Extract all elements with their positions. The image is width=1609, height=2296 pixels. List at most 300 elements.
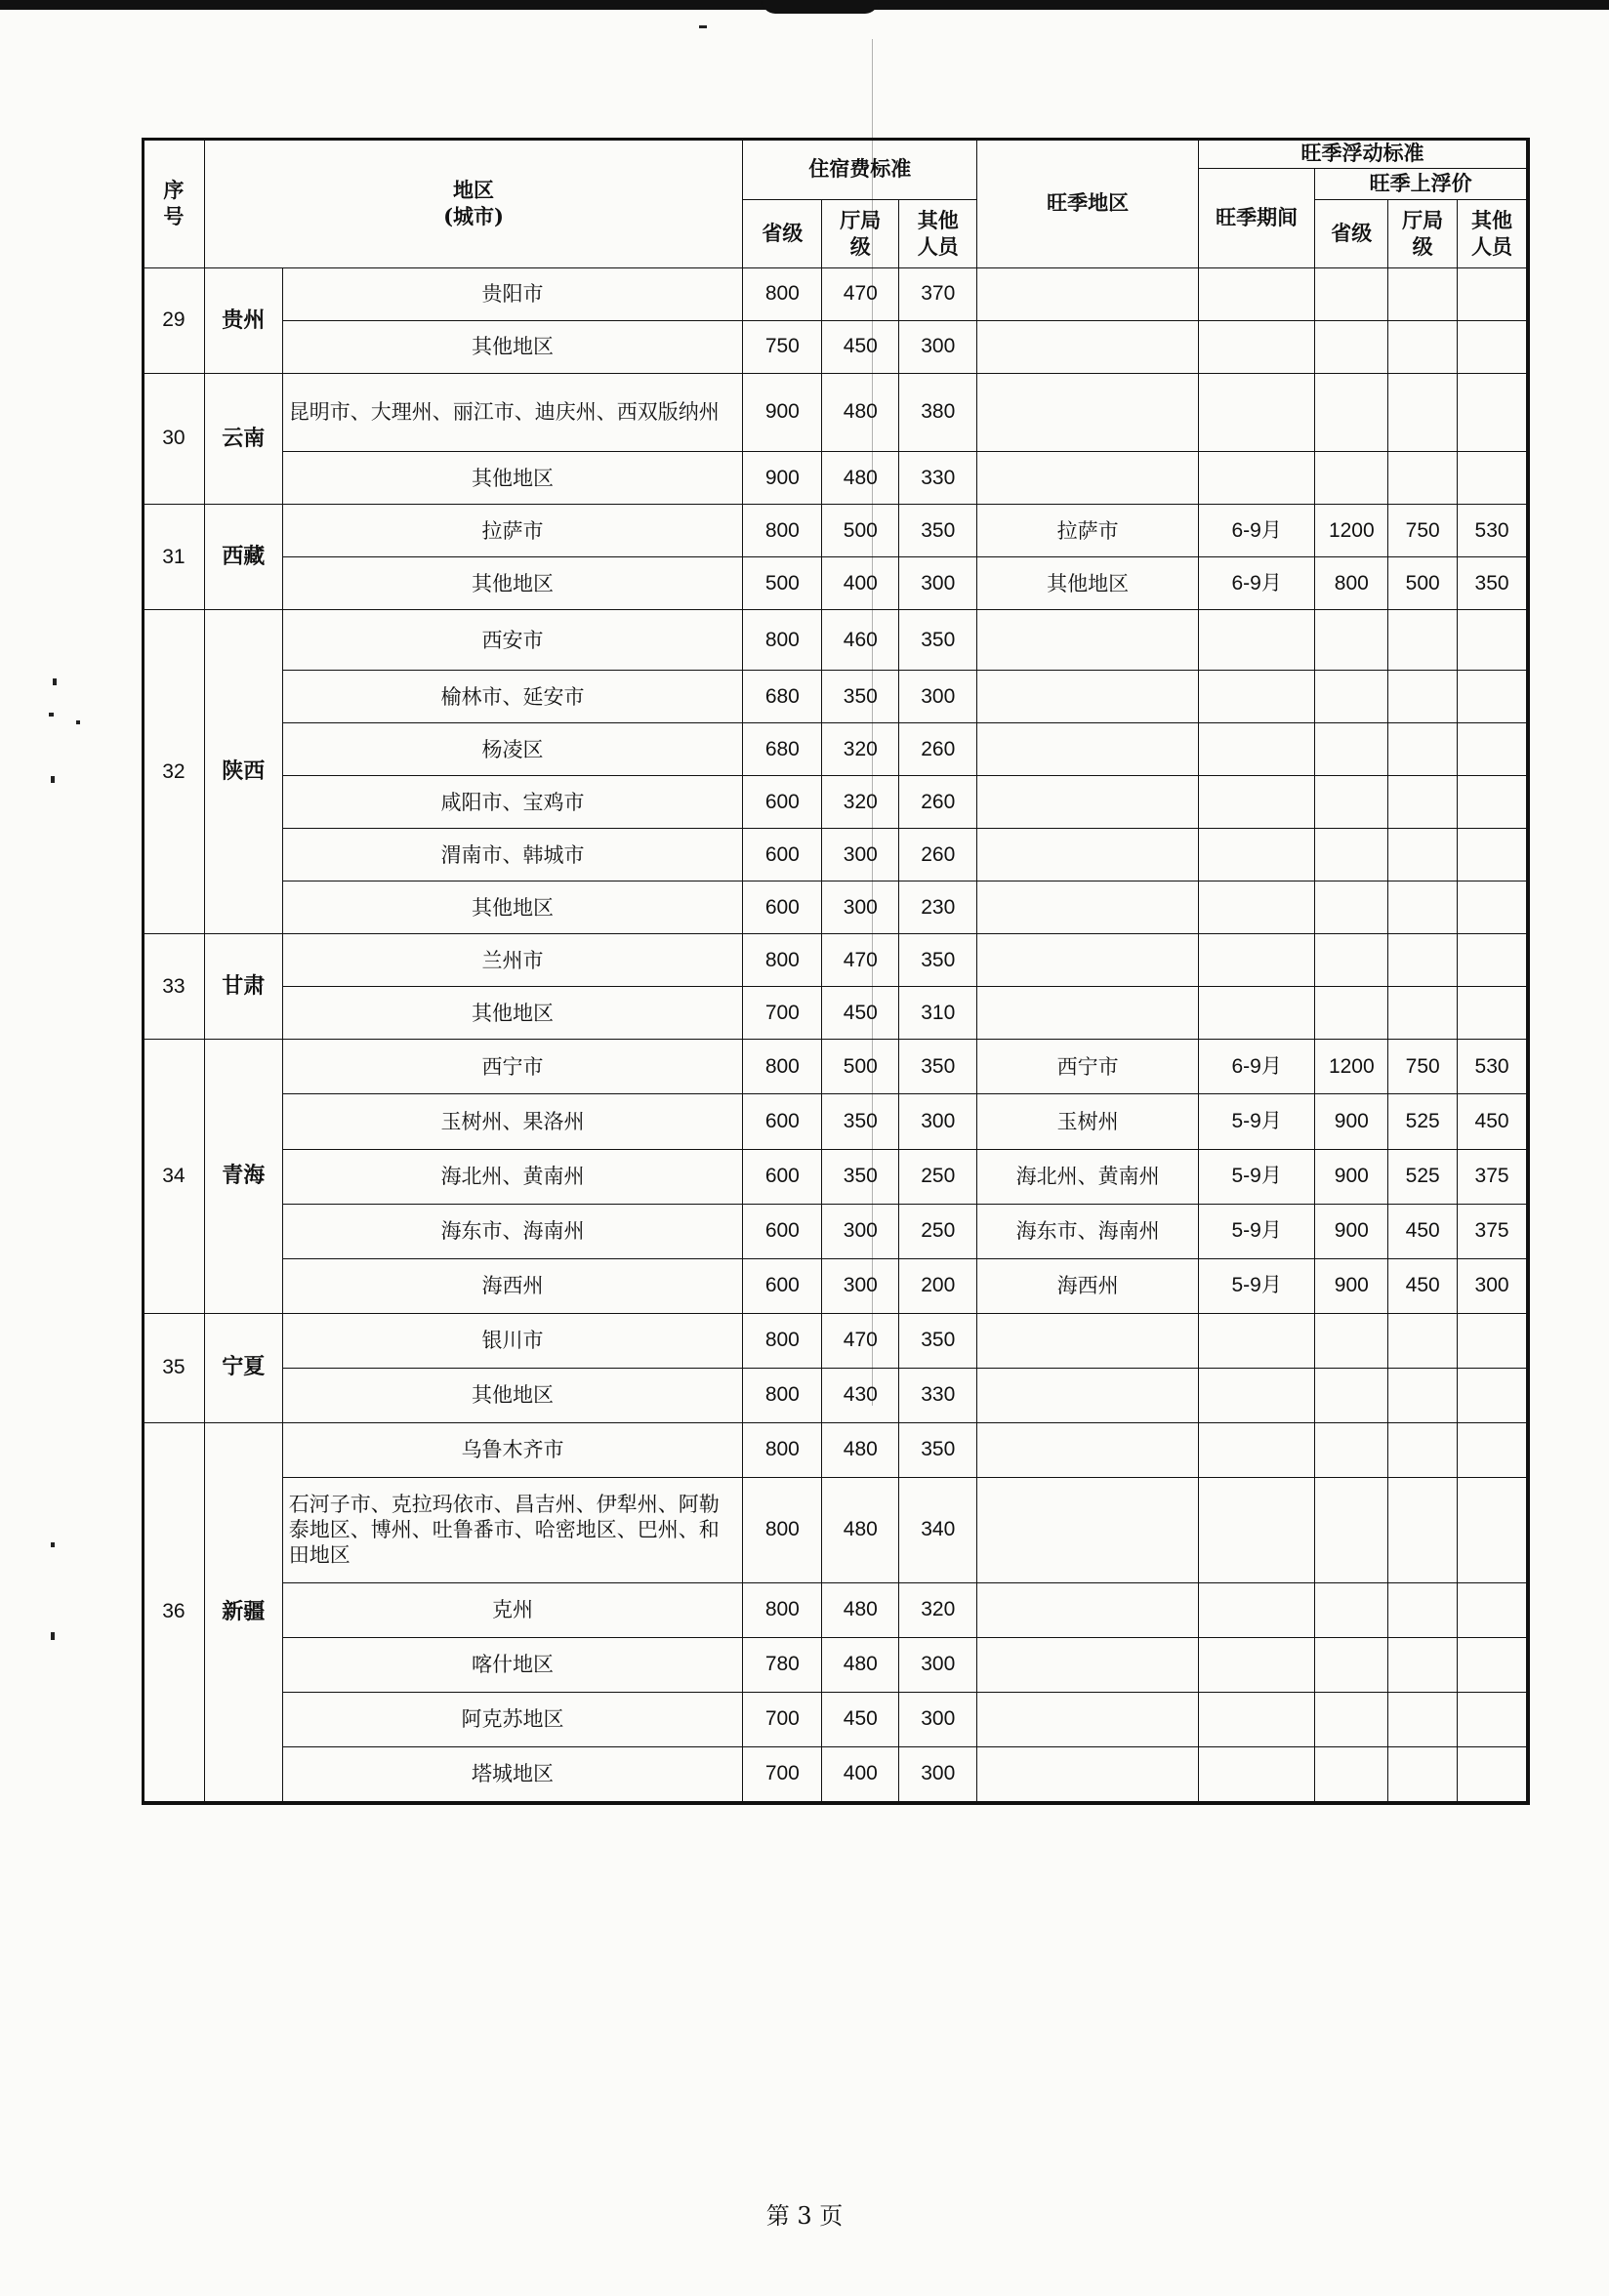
table-row bbox=[144, 321, 1527, 374]
peak-rate-bureau bbox=[1388, 1422, 1458, 1477]
peak-rate-provincial bbox=[1315, 934, 1388, 987]
peak-rate-provincial bbox=[1315, 1637, 1388, 1692]
peak-period: 5-9月 bbox=[1198, 1149, 1314, 1204]
scan-speck bbox=[699, 25, 707, 28]
peak-rate-others: 375 bbox=[1458, 1149, 1527, 1204]
table-row bbox=[144, 934, 1527, 987]
peak-rate-others bbox=[1458, 610, 1527, 671]
rate-bureau: 480 bbox=[822, 1477, 899, 1582]
peak-rate-bureau bbox=[1388, 934, 1458, 987]
peak-rate-bureau bbox=[1388, 1692, 1458, 1746]
area-name: 杨凌区 bbox=[282, 723, 743, 776]
peak-period: 6-9月 bbox=[1198, 557, 1314, 610]
peak-region bbox=[977, 829, 1199, 882]
peak-rate-others bbox=[1458, 374, 1527, 452]
seq-number: 34 bbox=[144, 1040, 205, 1313]
rate-bureau: 480 bbox=[822, 1582, 899, 1637]
peak-region bbox=[977, 1582, 1199, 1637]
rate-bureau: 350 bbox=[822, 671, 899, 723]
rate-bureau: 500 bbox=[822, 505, 899, 557]
area-name: 海东市、海南州 bbox=[282, 1204, 743, 1258]
lodging-standard-table bbox=[143, 139, 1527, 1802]
rate-bureau: 300 bbox=[822, 1258, 899, 1313]
peak-rate-others bbox=[1458, 1422, 1527, 1477]
rate-others: 300 bbox=[899, 1094, 977, 1149]
peak-rate-bureau bbox=[1388, 1746, 1458, 1801]
peak-rate-others bbox=[1458, 934, 1527, 987]
peak-region: 其他地区 bbox=[977, 557, 1199, 610]
rate-provincial: 600 bbox=[743, 1204, 822, 1258]
rate-others: 370 bbox=[899, 268, 977, 321]
peak-rate-others bbox=[1458, 1582, 1527, 1637]
peak-period bbox=[1198, 374, 1314, 452]
peak-period bbox=[1198, 1477, 1314, 1582]
peak-rate-others bbox=[1458, 1368, 1527, 1422]
rate-provincial: 800 bbox=[743, 1040, 822, 1094]
rate-others: 350 bbox=[899, 1040, 977, 1094]
rate-bureau: 470 bbox=[822, 268, 899, 321]
area-name: 石河子市、克拉玛依市、昌吉州、伊犁州、阿勒泰地区、博州、吐鲁番市、哈密地区、巴州、和田地区 bbox=[282, 1477, 743, 1582]
rate-others: 350 bbox=[899, 610, 977, 671]
peak-rate-others bbox=[1458, 321, 1527, 374]
rate-bureau: 300 bbox=[822, 1204, 899, 1258]
area-name: 其他地区 bbox=[282, 882, 743, 934]
rate-provincial: 680 bbox=[743, 671, 822, 723]
rate-provincial: 600 bbox=[743, 829, 822, 882]
rate-bureau: 430 bbox=[822, 1368, 899, 1422]
rate-provincial: 600 bbox=[743, 1094, 822, 1149]
peak-rate-provincial: 800 bbox=[1315, 557, 1388, 610]
peak-region: 海北州、黄南州 bbox=[977, 1149, 1199, 1204]
area-name: 海北州、黄南州 bbox=[282, 1149, 743, 1204]
header-peak-bureau: 厅局 级 bbox=[1388, 200, 1458, 268]
table-row bbox=[144, 882, 1527, 934]
scan-speck bbox=[53, 678, 57, 685]
rate-others: 350 bbox=[899, 1313, 977, 1368]
rate-bureau: 450 bbox=[822, 1692, 899, 1746]
peak-rate-provincial: 900 bbox=[1315, 1258, 1388, 1313]
rate-bureau: 400 bbox=[822, 557, 899, 610]
table-row bbox=[144, 1040, 1527, 1094]
area-name: 昆明市、大理州、丽江市、迪庆州、西双版纳州 bbox=[282, 374, 743, 452]
peak-rate-others bbox=[1458, 723, 1527, 776]
peak-rate-bureau bbox=[1388, 610, 1458, 671]
peak-rate-provincial bbox=[1315, 1582, 1388, 1637]
header-provincial: 省级 bbox=[743, 200, 822, 268]
peak-rate-bureau bbox=[1388, 829, 1458, 882]
table-row bbox=[144, 1204, 1527, 1258]
rate-provincial: 780 bbox=[743, 1637, 822, 1692]
peak-period bbox=[1198, 1746, 1314, 1801]
peak-rate-bureau: 750 bbox=[1388, 1040, 1458, 1094]
rate-bureau: 320 bbox=[822, 776, 899, 829]
area-name: 玉树州、果洛州 bbox=[282, 1094, 743, 1149]
peak-rate-bureau: 750 bbox=[1388, 505, 1458, 557]
header-peak-float: 旺季浮动标准 bbox=[1198, 140, 1526, 169]
table-row bbox=[144, 987, 1527, 1040]
header-peak-period: 旺季期间 bbox=[1198, 169, 1314, 268]
rate-others: 300 bbox=[899, 1637, 977, 1692]
peak-rate-bureau bbox=[1388, 1313, 1458, 1368]
peak-rate-bureau bbox=[1388, 268, 1458, 321]
page-number: 第 3 页 bbox=[765, 2202, 844, 2230]
peak-rate-bureau bbox=[1388, 452, 1458, 505]
peak-region bbox=[977, 1422, 1199, 1477]
peak-region bbox=[977, 1637, 1199, 1692]
peak-region bbox=[977, 1313, 1199, 1368]
area-name: 咸阳市、宝鸡市 bbox=[282, 776, 743, 829]
peak-rate-bureau: 500 bbox=[1388, 557, 1458, 610]
header-peak-provincial: 省级 bbox=[1315, 200, 1388, 268]
peak-period bbox=[1198, 610, 1314, 671]
rate-bureau: 470 bbox=[822, 1313, 899, 1368]
rate-provincial: 800 bbox=[743, 1422, 822, 1477]
rate-others: 300 bbox=[899, 671, 977, 723]
rate-provincial: 600 bbox=[743, 1258, 822, 1313]
header-others: 其他 人员 bbox=[899, 200, 977, 268]
rate-bureau: 450 bbox=[822, 987, 899, 1040]
peak-rate-provincial bbox=[1315, 1313, 1388, 1368]
rate-provincial: 680 bbox=[743, 723, 822, 776]
peak-rate-provincial: 900 bbox=[1315, 1094, 1388, 1149]
rate-others: 380 bbox=[899, 374, 977, 452]
table-row bbox=[144, 1746, 1527, 1801]
rate-bureau: 400 bbox=[822, 1746, 899, 1801]
peak-region bbox=[977, 987, 1199, 1040]
table-row bbox=[144, 1477, 1527, 1582]
peak-rate-provincial: 900 bbox=[1315, 1204, 1388, 1258]
peak-rate-others bbox=[1458, 452, 1527, 505]
header-seq: 序 号 bbox=[144, 140, 205, 268]
peak-rate-others bbox=[1458, 671, 1527, 723]
header-region: 地区 (城市) bbox=[204, 140, 743, 268]
peak-period bbox=[1198, 934, 1314, 987]
table-row bbox=[144, 829, 1527, 882]
rate-bureau: 480 bbox=[822, 1637, 899, 1692]
table-row bbox=[144, 1637, 1527, 1692]
rate-others: 320 bbox=[899, 1582, 977, 1637]
peak-rate-others bbox=[1458, 1477, 1527, 1582]
area-name: 榆林市、延安市 bbox=[282, 671, 743, 723]
table-row bbox=[144, 1582, 1527, 1637]
peak-rate-bureau bbox=[1388, 1368, 1458, 1422]
peak-period bbox=[1198, 452, 1314, 505]
peak-rate-others bbox=[1458, 1313, 1527, 1368]
peak-rate-bureau bbox=[1388, 671, 1458, 723]
rate-provincial: 800 bbox=[743, 934, 822, 987]
seq-number: 32 bbox=[144, 610, 205, 934]
peak-rate-provincial bbox=[1315, 776, 1388, 829]
area-name: 其他地区 bbox=[282, 557, 743, 610]
header-peak-up: 旺季上浮价 bbox=[1315, 169, 1527, 200]
rate-provincial: 900 bbox=[743, 452, 822, 505]
rate-provincial: 500 bbox=[743, 557, 822, 610]
area-name: 渭南市、韩城市 bbox=[282, 829, 743, 882]
area-name: 其他地区 bbox=[282, 1368, 743, 1422]
rate-provincial: 800 bbox=[743, 505, 822, 557]
rate-bureau: 480 bbox=[822, 374, 899, 452]
scan-speck bbox=[51, 1632, 55, 1640]
rate-others: 340 bbox=[899, 1477, 977, 1582]
scan-top-curve bbox=[762, 0, 879, 14]
area-name: 贵阳市 bbox=[282, 268, 743, 321]
peak-rate-provincial bbox=[1315, 829, 1388, 882]
rate-bureau: 480 bbox=[822, 1422, 899, 1477]
peak-rate-others: 375 bbox=[1458, 1204, 1527, 1258]
peak-region: 西宁市 bbox=[977, 1040, 1199, 1094]
peak-rate-others: 300 bbox=[1458, 1258, 1527, 1313]
province-name: 宁夏 bbox=[204, 1313, 282, 1422]
rate-provincial: 600 bbox=[743, 882, 822, 934]
peak-period bbox=[1198, 1368, 1314, 1422]
table-row bbox=[144, 452, 1527, 505]
table-row bbox=[144, 776, 1527, 829]
rate-provincial: 800 bbox=[743, 1313, 822, 1368]
peak-rate-provincial: 1200 bbox=[1315, 1040, 1388, 1094]
seq-number: 29 bbox=[144, 268, 205, 374]
peak-region bbox=[977, 671, 1199, 723]
rate-others: 330 bbox=[899, 452, 977, 505]
peak-rate-bureau: 450 bbox=[1388, 1204, 1458, 1258]
peak-period: 6-9月 bbox=[1198, 505, 1314, 557]
peak-rate-provincial: 900 bbox=[1315, 1149, 1388, 1204]
peak-rate-provincial bbox=[1315, 452, 1388, 505]
peak-rate-bureau bbox=[1388, 987, 1458, 1040]
peak-region bbox=[977, 1368, 1199, 1422]
peak-period bbox=[1198, 829, 1314, 882]
peak-rate-provincial bbox=[1315, 374, 1388, 452]
area-name: 银川市 bbox=[282, 1313, 743, 1368]
rate-provincial: 700 bbox=[743, 1692, 822, 1746]
area-name: 塔城地区 bbox=[282, 1746, 743, 1801]
table-row bbox=[144, 723, 1527, 776]
rate-others: 350 bbox=[899, 505, 977, 557]
seq-number: 31 bbox=[144, 505, 205, 610]
peak-region bbox=[977, 268, 1199, 321]
province-name: 新疆 bbox=[204, 1422, 282, 1801]
rate-bureau: 500 bbox=[822, 1040, 899, 1094]
peak-rate-others bbox=[1458, 882, 1527, 934]
peak-rate-others bbox=[1458, 1746, 1527, 1801]
scan-speck bbox=[49, 713, 54, 717]
peak-rate-provincial bbox=[1315, 723, 1388, 776]
peak-rate-bureau bbox=[1388, 882, 1458, 934]
rate-bureau: 480 bbox=[822, 452, 899, 505]
header-bureau: 厅局 级 bbox=[822, 200, 899, 268]
rate-provincial: 700 bbox=[743, 1746, 822, 1801]
peak-rate-provincial bbox=[1315, 1692, 1388, 1746]
peak-rate-provincial bbox=[1315, 671, 1388, 723]
peak-region: 拉萨市 bbox=[977, 505, 1199, 557]
header-peak-region: 旺季地区 bbox=[977, 140, 1199, 268]
peak-rate-bureau: 525 bbox=[1388, 1149, 1458, 1204]
peak-period bbox=[1198, 987, 1314, 1040]
area-name: 喀什地区 bbox=[282, 1637, 743, 1692]
rate-provincial: 600 bbox=[743, 776, 822, 829]
area-name: 拉萨市 bbox=[282, 505, 743, 557]
area-name: 克州 bbox=[282, 1582, 743, 1637]
table-row bbox=[144, 610, 1527, 671]
peak-region bbox=[977, 452, 1199, 505]
seq-number: 33 bbox=[144, 934, 205, 1040]
peak-rate-provincial bbox=[1315, 268, 1388, 321]
province-name: 青海 bbox=[204, 1040, 282, 1313]
peak-rate-bureau bbox=[1388, 723, 1458, 776]
rate-bureau: 470 bbox=[822, 934, 899, 987]
peak-region bbox=[977, 321, 1199, 374]
seq-number: 30 bbox=[144, 374, 205, 505]
seq-number: 35 bbox=[144, 1313, 205, 1422]
rate-provincial: 800 bbox=[743, 610, 822, 671]
province-name: 西藏 bbox=[204, 505, 282, 610]
area-name: 其他地区 bbox=[282, 452, 743, 505]
area-name: 阿克苏地区 bbox=[282, 1692, 743, 1746]
peak-region bbox=[977, 776, 1199, 829]
scan-speck bbox=[51, 776, 55, 783]
table-row bbox=[144, 1258, 1527, 1313]
peak-region: 海西州 bbox=[977, 1258, 1199, 1313]
table-row bbox=[144, 1094, 1527, 1149]
peak-period: 5-9月 bbox=[1198, 1204, 1314, 1258]
peak-rate-provincial bbox=[1315, 1368, 1388, 1422]
table-row bbox=[144, 1692, 1527, 1746]
rate-provincial: 700 bbox=[743, 987, 822, 1040]
rate-provincial: 800 bbox=[743, 268, 822, 321]
peak-period bbox=[1198, 268, 1314, 321]
peak-period: 6-9月 bbox=[1198, 1040, 1314, 1094]
rate-bureau: 300 bbox=[822, 829, 899, 882]
peak-rate-bureau bbox=[1388, 776, 1458, 829]
rate-others: 330 bbox=[899, 1368, 977, 1422]
peak-period bbox=[1198, 671, 1314, 723]
rate-provincial: 800 bbox=[743, 1582, 822, 1637]
peak-rate-bureau bbox=[1388, 1582, 1458, 1637]
peak-period bbox=[1198, 1422, 1314, 1477]
table-row bbox=[144, 505, 1527, 557]
table-row bbox=[144, 268, 1527, 321]
scan-speck bbox=[76, 720, 80, 724]
rate-bureau: 450 bbox=[822, 321, 899, 374]
rate-bureau: 350 bbox=[822, 1149, 899, 1204]
rate-others: 260 bbox=[899, 829, 977, 882]
area-name: 乌鲁木齐市 bbox=[282, 1422, 743, 1477]
peak-rate-provincial: 1200 bbox=[1315, 505, 1388, 557]
peak-rate-provincial bbox=[1315, 321, 1388, 374]
peak-period bbox=[1198, 723, 1314, 776]
peak-period bbox=[1198, 1582, 1314, 1637]
area-name: 其他地区 bbox=[282, 987, 743, 1040]
peak-region bbox=[977, 1477, 1199, 1582]
rate-provincial: 900 bbox=[743, 374, 822, 452]
rate-others: 260 bbox=[899, 723, 977, 776]
rate-others: 300 bbox=[899, 321, 977, 374]
rate-others: 300 bbox=[899, 557, 977, 610]
peak-region bbox=[977, 934, 1199, 987]
peak-rate-bureau bbox=[1388, 321, 1458, 374]
rate-others: 200 bbox=[899, 1258, 977, 1313]
province-name: 甘肃 bbox=[204, 934, 282, 1040]
peak-region bbox=[977, 1746, 1199, 1801]
peak-region bbox=[977, 374, 1199, 452]
peak-rate-provincial bbox=[1315, 987, 1388, 1040]
peak-period bbox=[1198, 321, 1314, 374]
peak-region bbox=[977, 1692, 1199, 1746]
rate-others: 260 bbox=[899, 776, 977, 829]
peak-period: 5-9月 bbox=[1198, 1258, 1314, 1313]
province-name: 陕西 bbox=[204, 610, 282, 934]
peak-rate-others bbox=[1458, 268, 1527, 321]
peak-rate-bureau bbox=[1388, 1637, 1458, 1692]
peak-rate-others bbox=[1458, 776, 1527, 829]
peak-rate-bureau: 525 bbox=[1388, 1094, 1458, 1149]
area-name: 西安市 bbox=[282, 610, 743, 671]
area-name: 海西州 bbox=[282, 1258, 743, 1313]
rate-others: 310 bbox=[899, 987, 977, 1040]
peak-period bbox=[1198, 882, 1314, 934]
table-row bbox=[144, 671, 1527, 723]
seq-number: 36 bbox=[144, 1422, 205, 1801]
table-row bbox=[144, 1422, 1527, 1477]
rate-provincial: 800 bbox=[743, 1477, 822, 1582]
table-row bbox=[144, 1368, 1527, 1422]
area-name: 其他地区 bbox=[282, 321, 743, 374]
header-peak-others: 其他 人员 bbox=[1458, 200, 1527, 268]
rate-bureau: 460 bbox=[822, 610, 899, 671]
peak-region: 海东市、海南州 bbox=[977, 1204, 1199, 1258]
peak-rate-provincial bbox=[1315, 1422, 1388, 1477]
peak-rate-others bbox=[1458, 829, 1527, 882]
peak-region bbox=[977, 882, 1199, 934]
area-name: 兰州市 bbox=[282, 934, 743, 987]
rate-others: 230 bbox=[899, 882, 977, 934]
peak-rate-others: 530 bbox=[1458, 505, 1527, 557]
rate-bureau: 350 bbox=[822, 1094, 899, 1149]
rate-provincial: 600 bbox=[743, 1149, 822, 1204]
peak-period bbox=[1198, 1313, 1314, 1368]
peak-rate-others: 350 bbox=[1458, 557, 1527, 610]
peak-region bbox=[977, 610, 1199, 671]
table-row bbox=[144, 374, 1527, 452]
table-row bbox=[144, 1149, 1527, 1204]
peak-rate-others bbox=[1458, 1692, 1527, 1746]
rate-others: 350 bbox=[899, 1422, 977, 1477]
province-name: 云南 bbox=[204, 374, 282, 505]
rate-others: 300 bbox=[899, 1746, 977, 1801]
peak-region bbox=[977, 723, 1199, 776]
rate-provincial: 750 bbox=[743, 321, 822, 374]
header-lodging: 住宿费标准 bbox=[743, 140, 977, 200]
rate-bureau: 320 bbox=[822, 723, 899, 776]
peak-rate-others: 530 bbox=[1458, 1040, 1527, 1094]
rate-others: 250 bbox=[899, 1149, 977, 1204]
peak-period: 5-9月 bbox=[1198, 1094, 1314, 1149]
peak-rate-provincial bbox=[1315, 1477, 1388, 1582]
table-row bbox=[144, 557, 1527, 610]
peak-rate-others: 450 bbox=[1458, 1094, 1527, 1149]
peak-rate-others bbox=[1458, 987, 1527, 1040]
peak-period bbox=[1198, 776, 1314, 829]
peak-rate-provincial bbox=[1315, 882, 1388, 934]
peak-rate-bureau: 450 bbox=[1388, 1258, 1458, 1313]
peak-rate-others bbox=[1458, 1637, 1527, 1692]
rate-others: 350 bbox=[899, 934, 977, 987]
peak-rate-provincial bbox=[1315, 610, 1388, 671]
peak-period bbox=[1198, 1637, 1314, 1692]
rate-provincial: 800 bbox=[743, 1368, 822, 1422]
rate-others: 250 bbox=[899, 1204, 977, 1258]
peak-region: 玉树州 bbox=[977, 1094, 1199, 1149]
rate-others: 300 bbox=[899, 1692, 977, 1746]
